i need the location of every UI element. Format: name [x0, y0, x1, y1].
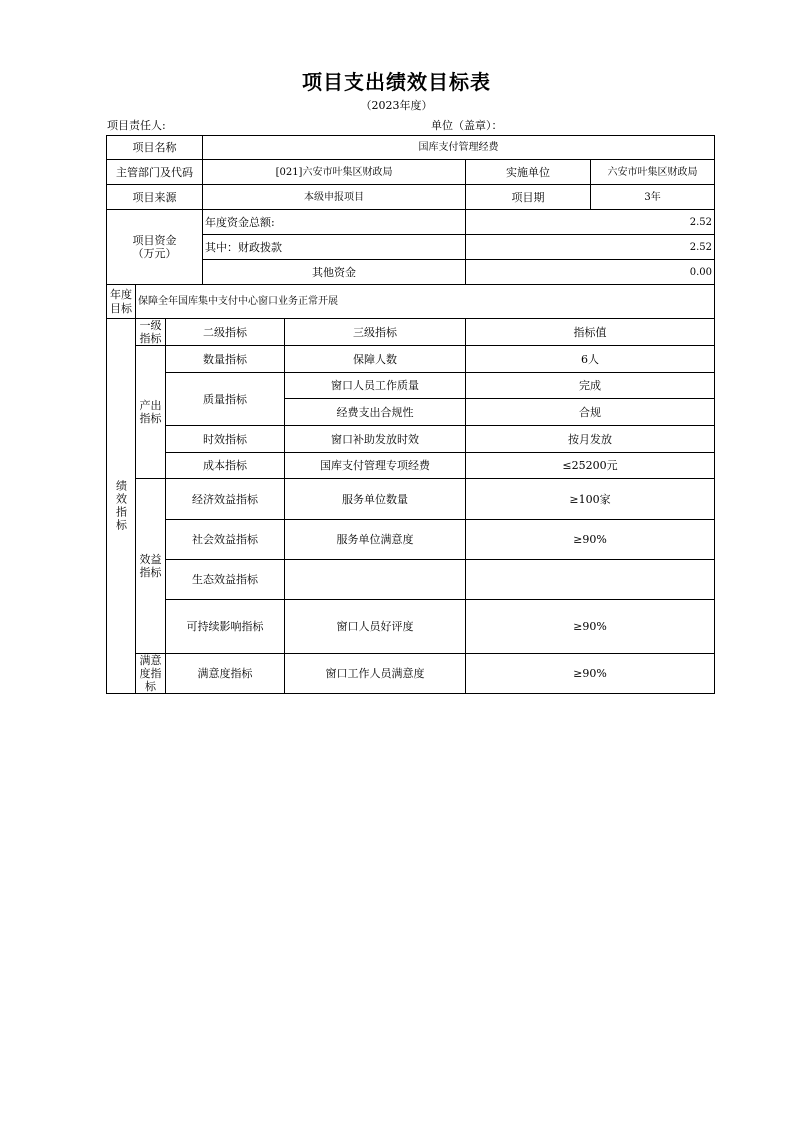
perf-h1	[136, 319, 166, 346]
goal-label-text: 年度目标	[110, 287, 132, 315]
l2-cell: 可持续影响指标	[166, 600, 285, 654]
value-cell: 合规	[466, 399, 715, 426]
funds-total-value: 2.52	[466, 210, 715, 235]
value-cell: 完成	[466, 373, 715, 399]
l3-cell: 服务单位满意度	[285, 520, 466, 560]
l3-cell: 窗口人员好评度	[285, 600, 466, 654]
benefit-label	[136, 479, 166, 654]
benefit-label-text: 效益指标	[139, 553, 162, 579]
period-label: 项目期	[466, 185, 591, 210]
funds-label	[107, 210, 203, 285]
value-cell: ≥90%	[466, 600, 715, 654]
goal-text: 保障全年国库集中支付中心窗口业务正常开展	[136, 285, 715, 319]
l2-cell: 社会效益指标	[166, 520, 285, 560]
perf-h1-text: 一级指标	[139, 319, 162, 345]
l3-cell: 经费支出合规性	[285, 399, 466, 426]
value-cell: ≥90%	[466, 654, 715, 694]
l3-cell: 窗口补助发放时效	[285, 426, 466, 453]
funds-fiscal-value: 2.52	[466, 235, 715, 260]
table-row	[107, 560, 715, 600]
output-label	[136, 346, 166, 479]
table-row	[107, 654, 715, 694]
value-cell: ≥90%	[466, 520, 715, 560]
l2-cell: 生态效益指标	[166, 560, 285, 600]
perf-h2: 二级指标	[166, 319, 285, 346]
period-value: 3年	[591, 185, 715, 210]
dept-value: [021]六安市叶集区财政局	[203, 160, 466, 185]
impl-value: 六安市叶集区财政局	[591, 160, 715, 185]
impl-label: 实施单位	[466, 160, 591, 185]
row-department	[107, 160, 715, 185]
dept-label: 主管部门及代码	[107, 160, 203, 185]
funds-total-label: 年度资金总额:	[203, 210, 466, 235]
l2-cell: 数量指标	[166, 346, 285, 373]
funds-label-text: 项目资金（万元）	[132, 234, 177, 260]
l2-cell: 经济效益指标	[166, 479, 285, 520]
performance-table	[106, 135, 715, 694]
project-name-value: 国库支付管理经费	[203, 136, 715, 160]
table-row	[107, 346, 715, 373]
value-cell: ≥100家	[466, 479, 715, 520]
output-label-text: 产出指标	[139, 399, 162, 425]
source-value: 本级申报项目	[203, 185, 466, 210]
l3-cell	[285, 560, 466, 600]
funds-other-label: 其他资金	[203, 260, 466, 285]
table-row	[107, 479, 715, 520]
table-row	[107, 520, 715, 560]
value-cell: 6人	[466, 346, 715, 373]
satisfaction-label-text: 满意度指标	[139, 654, 162, 693]
perf-h3: 三级指标	[285, 319, 466, 346]
table-row	[107, 453, 715, 479]
table-row	[107, 373, 715, 399]
table-row	[107, 600, 715, 654]
perf-label-text: 绩效指标	[114, 480, 128, 532]
l2-cell: 成本指标	[166, 453, 285, 479]
row-goal	[107, 285, 715, 319]
l3-cell: 窗口工作人员满意度	[285, 654, 466, 694]
row-source	[107, 185, 715, 210]
value-cell	[466, 560, 715, 600]
perf-hv: 指标值	[466, 319, 715, 346]
l3-cell: 窗口人员工作质量	[285, 373, 466, 399]
value-cell: 按月发放	[466, 426, 715, 453]
perf-label	[107, 319, 136, 694]
owner-label: 项目责任人:	[107, 119, 166, 132]
l2-cell: 满意度指标	[166, 654, 285, 694]
row-perf-header	[107, 319, 715, 346]
value-cell: ≤25200元	[466, 453, 715, 479]
l2-cell: 时效指标	[166, 426, 285, 453]
l3-cell: 国库支付管理专项经费	[285, 453, 466, 479]
satisfaction-label	[136, 654, 166, 694]
l2-cell: 质量指标	[166, 373, 285, 426]
year-label: （2023年度）	[360, 99, 433, 112]
source-label: 项目来源	[107, 185, 203, 210]
funds-other-value: 0.00	[466, 260, 715, 285]
table-row	[107, 426, 715, 453]
project-name-label: 项目名称	[107, 136, 203, 160]
unit-label: 单位（盖章）：	[431, 119, 503, 132]
l3-cell: 服务单位数量	[285, 479, 466, 520]
row-funds-total	[107, 210, 715, 235]
row-project-name	[107, 136, 715, 160]
page-title: 项目支出绩效目标表	[302, 70, 491, 94]
l3-cell: 保障人数	[285, 346, 466, 373]
funds-fiscal-label: 其中：财政拨款	[203, 235, 466, 260]
goal-label	[107, 285, 136, 319]
